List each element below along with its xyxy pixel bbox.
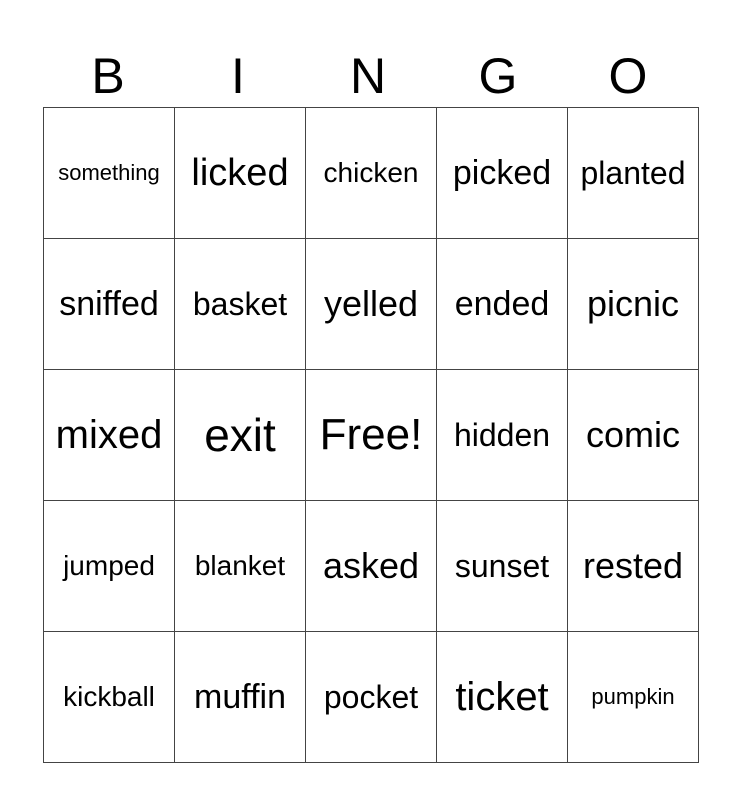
bingo-cell[interactable]: ended: [437, 239, 568, 370]
header-letter-b: B: [91, 48, 125, 104]
bingo-cell[interactable]: basket: [175, 239, 306, 370]
board-row: [44, 239, 699, 370]
bingo-cell[interactable]: picked: [437, 108, 568, 239]
bingo-cell[interactable]: rested: [568, 501, 699, 632]
bingo-cell[interactable]: comic: [568, 370, 699, 501]
bingo-cell[interactable]: pocket: [306, 632, 437, 763]
bingo-cell[interactable]: chicken: [306, 108, 437, 239]
bingo-cell[interactable]: planted: [568, 108, 699, 239]
bingo-cell[interactable]: jumped: [44, 501, 175, 632]
header-letter-i: I: [231, 48, 245, 104]
bingo-header: [43, 44, 693, 108]
board-row: [44, 108, 699, 239]
bingo-cell[interactable]: blanket: [175, 501, 306, 632]
bingo-cell[interactable]: sunset: [437, 501, 568, 632]
bingo-cell[interactable]: picnic: [568, 239, 699, 370]
header-letter-o: O: [608, 48, 648, 104]
bingo-cell[interactable]: sniffed: [44, 239, 175, 370]
bingo-cell[interactable]: licked: [175, 108, 306, 239]
bingo-cell[interactable]: ticket: [437, 632, 568, 763]
bingo-cell[interactable]: asked: [306, 501, 437, 632]
bingo-board: [43, 107, 699, 763]
board-row: [44, 501, 699, 632]
board-row: [44, 370, 699, 501]
header-letter-n: N: [349, 48, 387, 104]
bingo-cell[interactable]: exit: [175, 370, 306, 501]
bingo-cell[interactable]: hidden: [437, 370, 568, 501]
board-row: [44, 632, 699, 763]
bingo-cell[interactable]: kickball: [44, 632, 175, 763]
bingo-cell[interactable]: pumpkin: [568, 632, 699, 763]
header-letter-g: G: [478, 48, 518, 104]
bingo-cell[interactable]: mixed: [44, 370, 175, 501]
bingo-cell[interactable]: something: [44, 108, 175, 239]
bingo-cell[interactable]: yelled: [306, 239, 437, 370]
free-space-cell[interactable]: Free!: [306, 370, 437, 501]
bingo-cell[interactable]: muffin: [175, 632, 306, 763]
